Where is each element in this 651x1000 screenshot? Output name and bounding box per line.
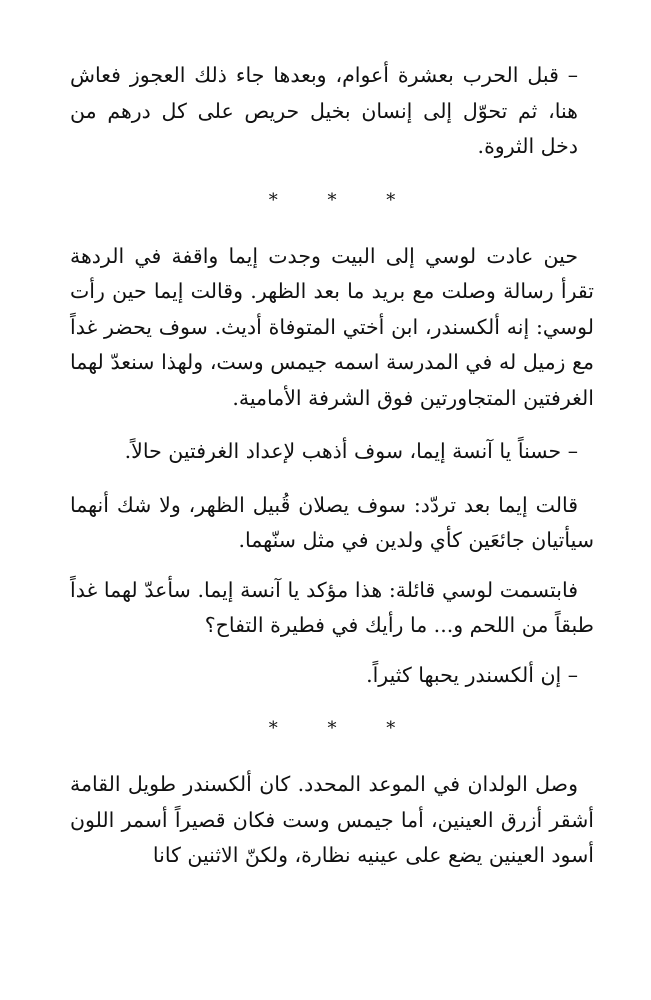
paragraph-narration-4: وصل الولدان في الموعد المحدد. كان ألكسندر طويل القامة أشقر أزرق العينين، أما جيمس وست فكان قصيراً أسمر اللون أسود العينين يضع على عينيه نظارة، ولكنّ الاثنين كانا xyxy=(70,772,594,867)
paragraph-narration-2: قالت إيما بعد تردّد: سوف يصلان قُبيل الظهر، ولا شك أنهما سيأتيان جائعَين كأي ولدين في مثل سنّهما. xyxy=(70,492,594,552)
paragraph-dialogue-1: – قبل الحرب بعشرة أعوام، وبعدها جاء ذلك العجوز فعاش هنا، ثم تحوّل إلى إنسان بخيل حريص على كل درهم من دخل الثروة. xyxy=(70,63,578,158)
book-page xyxy=(70,58,594,874)
paragraph-narration-1: حين عادت لوسي إلى البيت وجدت إيما واقفة في الردهة تقرأ رسالة وصلت مع بريد ما بعد الظهر. وقالت إيما حين رأت لوسي: إنه ألكسندر، ابن أختي المتوفاة أديث. سوف يحضر غداً مع زميل له في المدرسة اسمه جيمس وست، ولهذا سنعدّ لهما الغرفتين المتجاورتين فوق الشرفة الأمامية. xyxy=(70,243,594,410)
section-separator-1: * * * xyxy=(268,189,418,211)
paragraph-narration-3: فابتسمت لوسي قائلة: هذا مؤكد يا آنسة إيما. سأعدّ لهما غداً طبقاً من اللحم و... ما رأيك في فطيرة التفاح؟ xyxy=(70,577,594,637)
paragraph-dialogue-2: – حسناً يا آنسة إيما، سوف أذهب لإعداد الغرفتين حالاً. xyxy=(124,439,578,463)
section-separator-2: * * * xyxy=(268,718,418,739)
paragraph-dialogue-3: – إن ألكسندر يحبها كثيراً. xyxy=(366,662,578,687)
